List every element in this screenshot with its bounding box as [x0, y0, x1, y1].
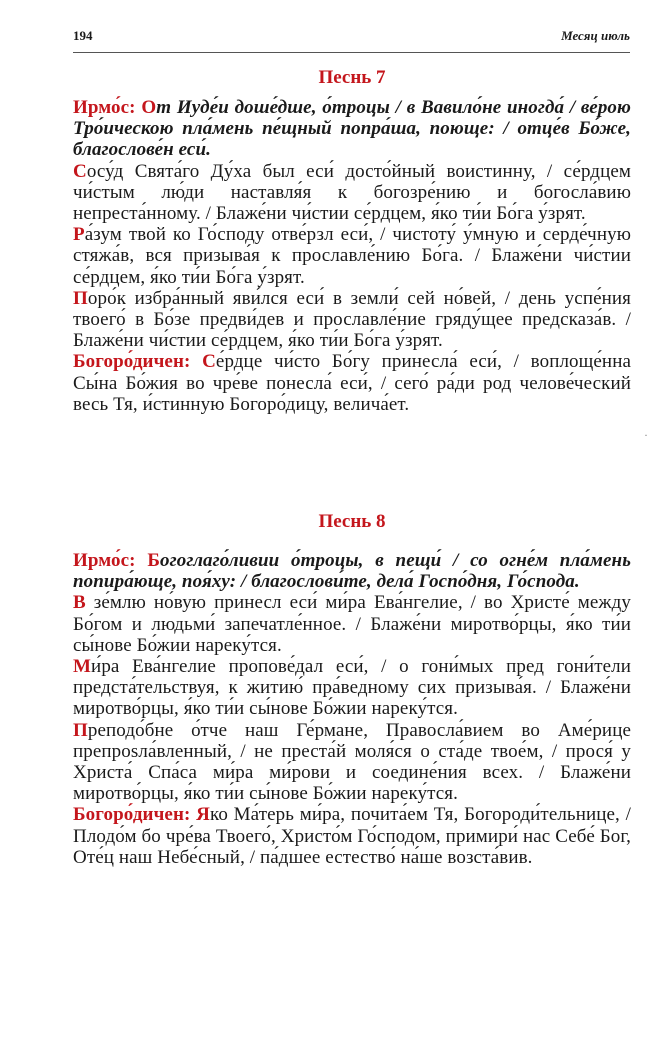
song-7: [73, 66, 631, 415]
running-title: Месяц июль: [561, 28, 630, 43]
song-8-theotokion: [73, 804, 631, 868]
troparion-text: и́ра Ева́нгелие пропове́дал еси́, / о гони́мых пред гони́тели предста́тельствуя, к житию́ пра́ведному сих призыва́я. / Блаже́ни миротво́рцы, я́ко ти́и сы́нове Бо́жии нареку́тся.: [73, 656, 631, 720]
song-8-irmos: [73, 550, 631, 592]
troparion-text: реподо́бне о́тче наш Ге́рмане, Правосла́вием во Аме́рице препрosла́вленный, / не преста́й моля́ся о ста́де твое́м, / прося́ у Христа́ Спа́са ми́ра ми́рови и соедине́ния всех. / Блаже́ни миротво́рцы, я́ко ти́и сы́нове Бо́жии нареку́тся.: [73, 719, 631, 805]
troparion: [73, 656, 631, 720]
theotokion-text: ко Ма́терь ми́ра, почита́ем Тя, Богороди́тельнице, / Плодо́м бо чре́ва Твоего́, Христо́м Го́сподом, примири́ нас Себе́ Бог, Оте́ц наш Небе́сный, / па́дшее естество́ на́ше возста́вив.: [73, 804, 631, 868]
header-divider: [73, 52, 630, 53]
drop-initial: Р: [73, 224, 85, 246]
drop-initial: П: [73, 719, 88, 741]
irmos-label: Ирмо́с:: [73, 97, 136, 118]
troparion-text: а́зум твой ко Го́споду отве́рзл еси́, / чистоту́ у́мную и серде́чную стяжа́в, вся призыва́я к прославле́нию Бо́га. / Блаже́ни чи́стии се́рдцем, я́ко ти́и Бо́га у́зрят.: [73, 224, 631, 288]
troparion-text: зе́млю но́вую принесл еси́ ми́ра Ева́нгелие, / во Христе́ между Бо́гом и людьми́ запечатле́нное. / Блаже́ни миротво́рцы, я́ко ти́и сы́нове Бо́жии нареку́тся.: [73, 592, 631, 656]
troparion: [73, 161, 631, 225]
drop-initial: Я: [196, 804, 210, 826]
drop-initial: Б: [147, 550, 161, 571]
troparion: [73, 288, 631, 352]
troparion-text: осу́д Свята́го Ду́ха был еси́ досто́йный воистинну, / се́рдцем чи́стым лю́ди наставля́я к богозре́нию и богосла́вию непреста́нному. / Блаже́ни чи́стии се́рдцем, я́ко ти́и Бо́га у́зрят.: [73, 160, 631, 225]
irmos-text: огоглаго́ливии о́троцы, в пещи́ / со огне́м пла́мень попира́юще, поя́ху: / благослови́те, дела́ Госпо́дня, Го́спода.: [73, 550, 631, 593]
troparion: [73, 592, 631, 656]
theotokion-label: Богоро́дичен:: [73, 804, 191, 826]
drop-initial: П: [73, 287, 88, 309]
scan-speck: ·: [644, 428, 648, 442]
drop-initial: М: [73, 656, 92, 678]
drop-initial: С: [202, 351, 216, 373]
drop-initial: О: [141, 97, 157, 118]
drop-initial: В: [73, 592, 86, 614]
irmos-text: т Иуде́и доше́дше, о́троцы / в Вавило́не иногда́ / ве́рою Тро́ическою пла́мень пе́щный попра́ша, поюще: / отце́в Бо́же, благослове́н еси́.: [73, 97, 631, 161]
troparion-text: оро́к избра́нный яви́лся еси́ в земли́ сей но́вей, / день успе́ния твоего́ в Бо́зе предви́дев и прославле́ние гряду́щее предсказа́в. / Блаже́ни чи́стии се́рдцем, я́ко ти́и Бо́га у́зрят.: [73, 287, 631, 352]
page-number: 194: [73, 28, 93, 43]
theotokion-text: е́рдце чи́сто Бо́гу принесла́ еси́, / воплоще́нна Сы́на Бо́жия во чре́ве понесла́ еси́, / сего́ ра́ди род челове́ческий весь Тя, и́стинную Богоро́дицу, велича́ет.: [73, 351, 631, 415]
song-8-title: Песнь 8: [318, 511, 386, 532]
drop-initial: С: [73, 160, 87, 182]
page-header: [73, 26, 630, 46]
song-7-irmos: [73, 97, 631, 161]
song-8: [73, 510, 631, 868]
song-7-theotokion: [73, 351, 631, 415]
troparion: [73, 720, 631, 805]
troparion: [73, 224, 631, 288]
irmos-label: Ирмо́с:: [73, 550, 136, 571]
theotokion-label: Богоро́дичен:: [73, 351, 191, 373]
song-7-title: Песнь 7: [318, 67, 386, 88]
